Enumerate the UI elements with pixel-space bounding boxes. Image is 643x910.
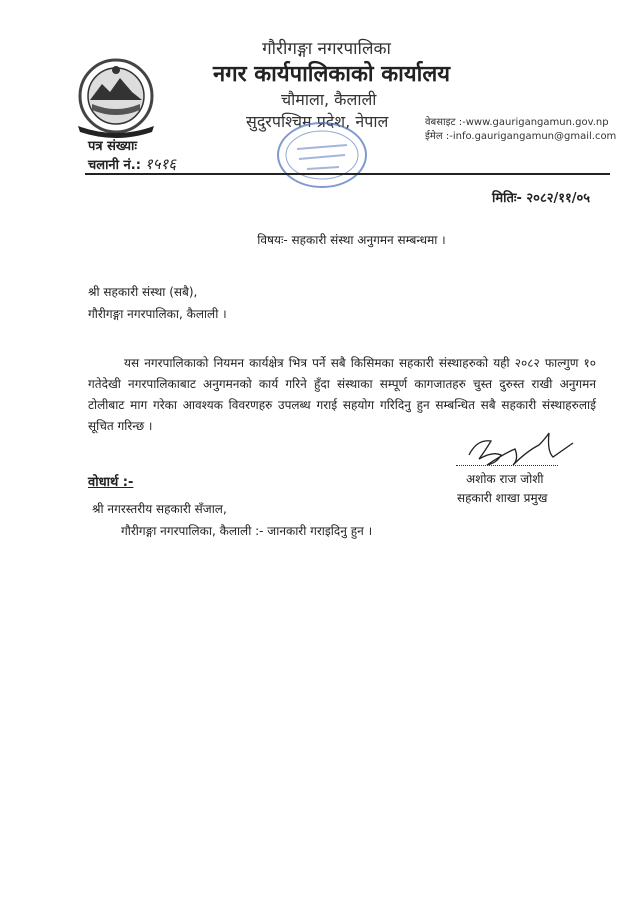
letter-body: यस नगरपालिकाको नियमन कार्यक्षेत्र भित्र पर्ने सबै किसिमका सहकारी संस्थाहरुको यही २०८२ फाल्गुण १० गतेदेखी नगरपालिकाबाट अनुगमनको कार्य गरिने हुँदा संस्थाका सम्पूर्ण कागजातहरु चुस्त दुरुस्त राखी अनुगमन टोलीबाट माग गरेका आवश्यक विवरणहरु उपलब्ध गराई सहयोग गरिदिनु हुन सम्बन्धित सबै सहकारी संस्थाहरुलाई सूचित गरिन्छ । — [88, 356, 596, 433]
signatory-name: अशोक राज जोशी — [466, 472, 544, 486]
signatory-title: सहकारी शाखा प्रमुख — [457, 491, 548, 505]
letter-date: मितिः- २०८२/११/०५ — [491, 191, 590, 206]
header-divider — [85, 173, 610, 175]
address-line-2: सुदुरपश्चिम प्रदेश, नेपाल — [246, 112, 389, 131]
municipality-name: गौरीगङ्गा नगरपालिका — [262, 39, 391, 59]
signature-icon — [457, 425, 579, 475]
dispatch-number: १५१६ — [144, 155, 177, 173]
website-text: वेबसाइट :-www.gaurigangamun.gov.np — [425, 117, 609, 128]
addressee-line-2: गौरीगङ्गा नगरपालिका, कैलाली । — [88, 307, 227, 321]
cc-heading: वोधार्थ :- — [88, 475, 134, 490]
address-line-1: चौमाला, कैलाली — [281, 90, 377, 109]
cc-recipient: श्री नगरस्तरीय सहकारी सँजाल, — [92, 502, 227, 516]
office-stamp-icon — [267, 115, 377, 195]
letter-subject: विषयः- सहकारी संस्था अनुगमन सम्बन्धमा । — [257, 233, 446, 247]
cc-recipient-address: गौरीगङ्गा नगरपालिका, कैलाली :- जानकारी गराइदिनु हुन । — [121, 524, 373, 538]
email-text: ईमेल :-info.gaurigangamun@gmail.com — [425, 131, 617, 142]
signature-line — [456, 465, 558, 466]
dispatch-label: चलानी नं.: — [88, 158, 141, 173]
letter-ref-label: पत्र संख्याः — [88, 139, 138, 154]
addressee-line-1: श्री सहकारी संस्था (सबै), — [88, 285, 198, 299]
office-title: नगर कार्यपालिकाको कार्यालय — [213, 62, 450, 87]
dispatch-row — [88, 154, 176, 174]
